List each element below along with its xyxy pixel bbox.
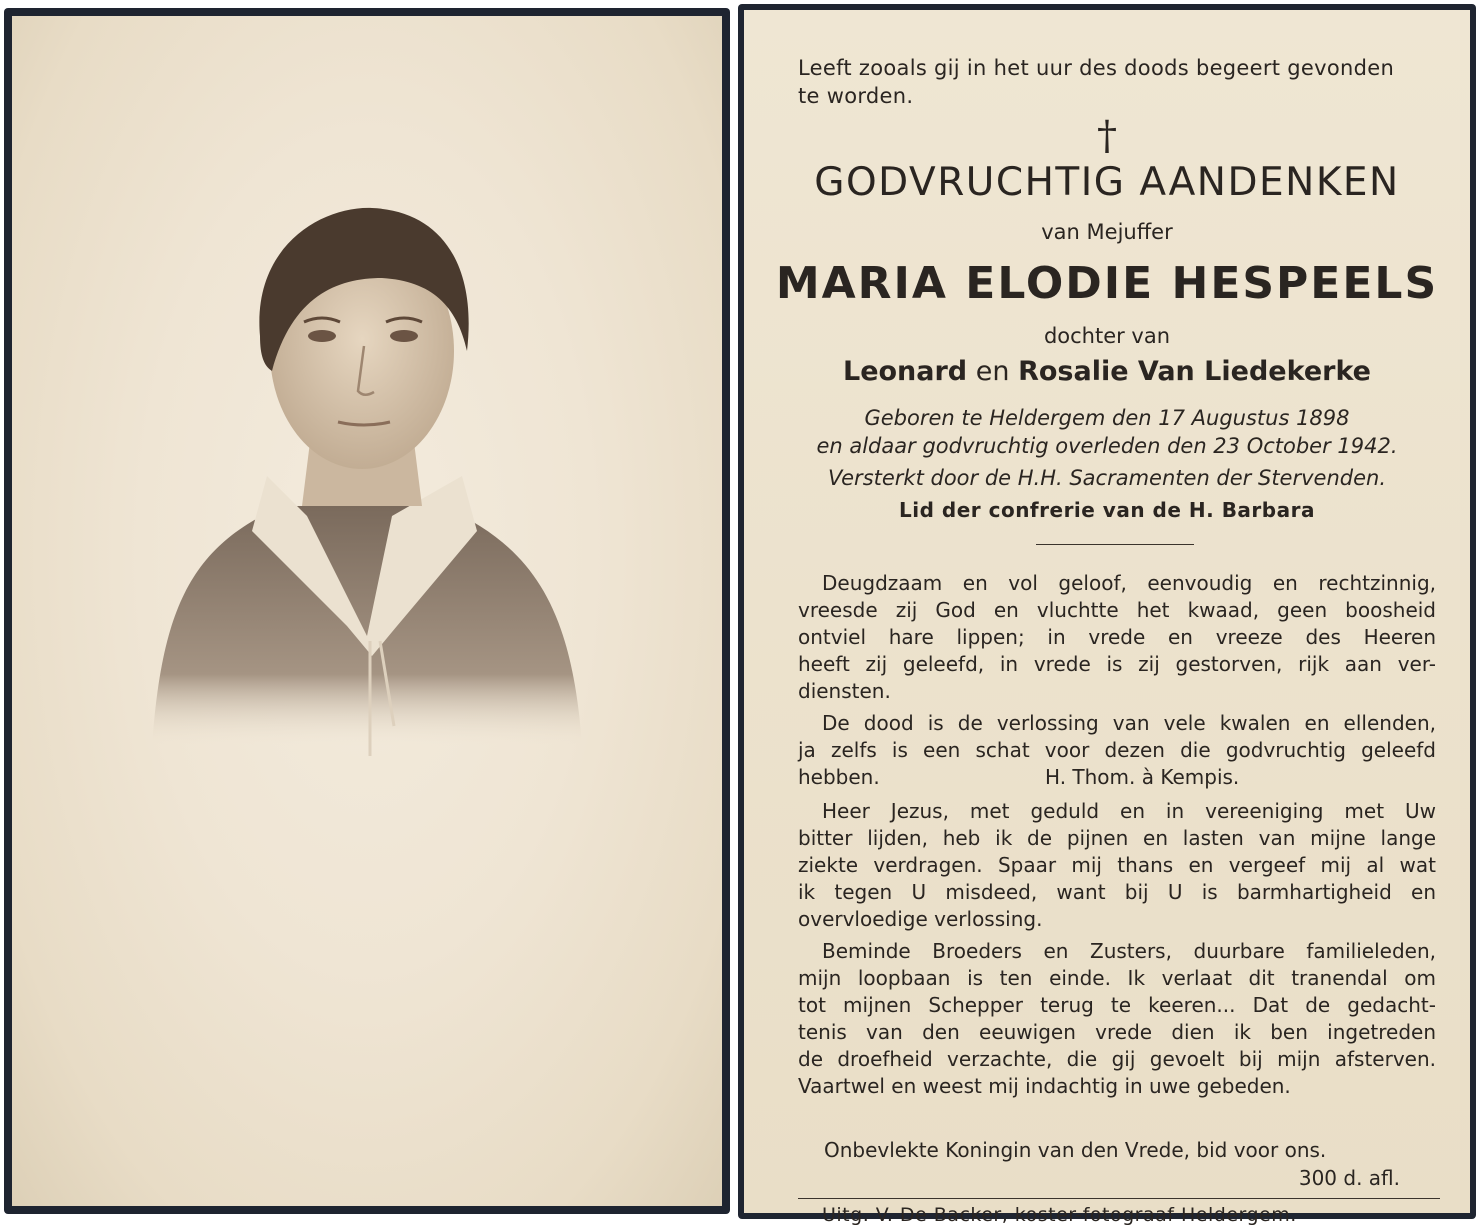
death-line: en aldaar godvruchtig overleden den 23 October 1942. (816, 434, 1398, 458)
text-line: heeft zij geleefd, in vrede is zij gestorven, rijk aan ver- (798, 652, 1436, 676)
conjunction: en (975, 356, 1010, 387)
paragraph-farewell (798, 938, 1436, 1100)
text-line: bitter lijden, heb ik de pijnen en lasten van mijne lange (798, 826, 1436, 850)
heading: GODVRUCHTIG AANDENKEN (814, 160, 1400, 205)
text-line: overvloedige verlossing. (798, 907, 1043, 931)
title-prefix: van Mejuffer (1041, 220, 1173, 244)
text-line: tot mijnen Schepper terug te keeren... Dat de gedacht- (798, 993, 1436, 1017)
motto (798, 54, 1394, 110)
footer-divider (798, 1198, 1440, 1199)
father-name: Leonard (842, 356, 968, 387)
text-line: diensten. (798, 679, 891, 703)
memorial-text-card (738, 4, 1476, 1226)
photo-background (12, 16, 722, 1206)
memorial-photo-card (4, 8, 730, 1214)
text-line: Beminde Broeders en Zusters, duurbare familieleden, (822, 939, 1436, 963)
indulgence: 300 d. afl. (1298, 1166, 1400, 1190)
publisher-credit: Uitg. V. De Backer, koster-fotograaf Heldergem. (822, 1204, 1297, 1226)
divider (1036, 544, 1194, 545)
text-line: ja zelfs is een schat voor dezen die godvruchtig geleefd (798, 738, 1436, 762)
sacraments-line: Versterkt door de H.H. Sacramenten der Stervenden. (828, 466, 1386, 490)
paragraph-prayer (798, 798, 1436, 933)
closing-prayer: Onbevlekte Koningin van den Vrede, bid voor ons. (824, 1138, 1327, 1162)
motto-line: te worden. (798, 84, 914, 108)
text-line: de droefheid verzachte, die gij gevoelt bij mijn afsterven. (798, 1047, 1436, 1071)
text-line: mijn loopbaan is ten einde. Ik verlaat dit tranendal om (798, 966, 1436, 990)
motto-line: Leeft zooals gij in het uur des doods begeert gevonden (798, 56, 1395, 80)
text-line: Deugdzaam en vol geloof, eenvoudig en rechtzinnig, (822, 571, 1436, 595)
text-line: De dood is de verlossing van vele kwalen en ellenden, (822, 711, 1436, 735)
parents (744, 356, 1470, 387)
mother-name: Rosalie Van Liedekerke (1018, 356, 1371, 387)
paragraph-virtue (798, 570, 1436, 705)
text-line: hebben. H. Thom. à Kempis. (798, 765, 1240, 789)
text-line: ik tegen U misdeed, want bij U is barmhartigheid en (798, 880, 1436, 904)
cross-icon: † (1097, 113, 1117, 159)
birth-line: Geboren te Heldergem den 17 Augustus 1898 (864, 406, 1350, 430)
portrait-photo (132, 186, 592, 766)
text-line: Vaartwel en weest mij indachtig in uwe gebeden. (798, 1074, 1291, 1098)
text-line: ziekte verdragen. Spaar mij thans en vergeef mij al wat (798, 853, 1436, 877)
text-line: tenis van den eeuwigen vrede dien ik ben ingetreden (798, 1020, 1436, 1044)
paragraph-death (798, 710, 1436, 791)
text-card-body (744, 10, 1470, 1226)
text-line: vreesde zij God en vluchtte het kwaad, geen boosheid (798, 598, 1436, 622)
daughter-of: dochter van (1043, 324, 1171, 348)
text-line: ontviel hare lippen; in vrede en vreeze des Heeren (798, 625, 1436, 649)
deceased-name: MARIA ELODIE HESPEELS (775, 258, 1439, 309)
text-line: Heer Jezus, met geduld en in vereeniging met Uw (822, 799, 1436, 823)
confraternity: Lid der confrerie van de H. Barbara (899, 498, 1315, 522)
